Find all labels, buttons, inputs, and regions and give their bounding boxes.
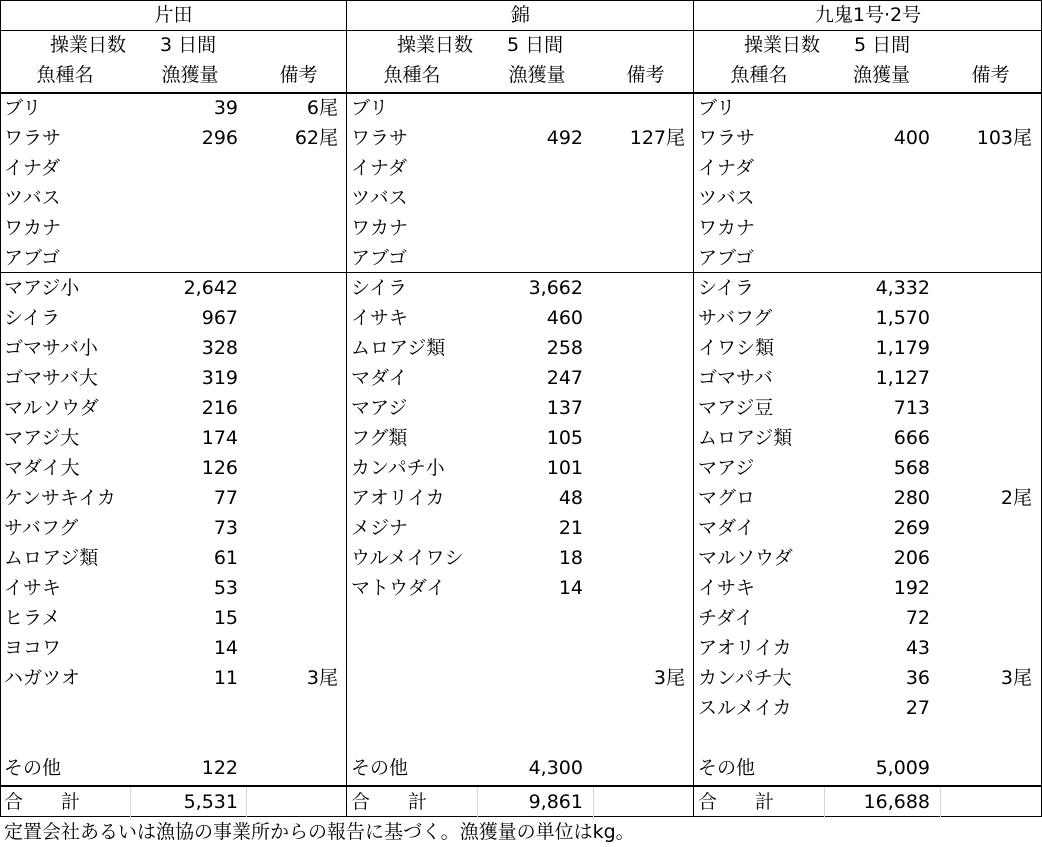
catch-amount: 568 — [893, 457, 930, 479]
catch-amount: 192 — [893, 577, 930, 599]
table-row — [0, 303, 347, 333]
table-row — [694, 123, 1042, 153]
table-row — [347, 393, 694, 423]
catch-amount: 11 — [213, 667, 238, 689]
catch-amount: 258 — [546, 337, 583, 359]
site-block-2 — [694, 0, 1042, 817]
site-block-0 — [0, 0, 347, 817]
catch-note — [0, 483, 338, 513]
fish-name: ツバス — [698, 187, 755, 209]
fish-name: マルソウダ — [4, 397, 99, 419]
fish-name: ブリ — [351, 97, 389, 119]
catch-amount: 3,662 — [528, 277, 583, 299]
catch-amount: 105 — [546, 427, 583, 449]
ops-days-label: 操業日数 — [744, 34, 821, 56]
table-row — [347, 453, 694, 483]
fish-name: イサキ — [351, 307, 409, 329]
catch-note — [347, 273, 685, 303]
table-row — [347, 423, 694, 453]
catch-note — [694, 153, 1032, 183]
table-row — [694, 513, 1042, 543]
table-row — [0, 693, 347, 723]
catch-note — [694, 453, 1032, 483]
table-row — [347, 213, 694, 243]
catch-note — [0, 333, 338, 363]
catch-note — [0, 453, 338, 483]
table-row — [0, 273, 347, 303]
header-catch-amount: 漁獲量 — [852, 64, 910, 86]
catch-amount: 39 — [213, 97, 238, 119]
catch-amount: 460 — [546, 307, 583, 329]
catch-note — [694, 633, 1032, 663]
fish-name: ゴマサバ — [698, 367, 773, 389]
fish-name: サバフグ — [698, 307, 773, 329]
catch-amount: 492 — [546, 127, 583, 149]
fish-name: シイラ — [4, 307, 61, 329]
catch-note — [347, 723, 685, 753]
fish-name: ブリ — [698, 97, 736, 119]
catch-note — [0, 303, 338, 333]
catch-amount: 14 — [213, 637, 238, 659]
catch-note — [0, 723, 338, 753]
table-row — [694, 243, 1042, 273]
catch-note — [694, 243, 1032, 273]
table-row — [0, 363, 347, 393]
table-row-other — [347, 753, 694, 783]
table-row — [347, 273, 694, 303]
catch-amount: 4,332 — [875, 277, 930, 299]
catch-amount: 713 — [893, 397, 930, 419]
header-note: 備考 — [971, 64, 1010, 86]
table-row — [0, 423, 347, 453]
catch-note — [694, 93, 1032, 123]
header-fish-name: 魚種名 — [730, 64, 788, 86]
total-separator — [477, 787, 478, 817]
fish-name: ワラサ — [698, 127, 756, 149]
catch-note — [347, 693, 685, 723]
table-row — [0, 153, 347, 183]
fish-name: ゴマサバ小 — [4, 337, 98, 359]
catch-note — [0, 273, 338, 303]
fish-name: マダイ — [698, 517, 755, 539]
catch-note: 6尾 — [306, 97, 338, 119]
ops-days-label: 操業日数 — [50, 34, 127, 56]
fish-name: シイラ — [698, 277, 755, 299]
table-row — [694, 213, 1042, 243]
fish-name: マアジ豆 — [698, 397, 774, 419]
fish-name: マアジ大 — [4, 427, 80, 449]
catch-note — [0, 243, 338, 273]
total-amount: 5,531 — [183, 791, 238, 813]
table-row — [347, 333, 694, 363]
catch-amount: 73 — [213, 517, 238, 539]
catch-note — [347, 633, 685, 663]
fish-name: ムロアジ類 — [698, 427, 793, 449]
fish-name: マアジ — [698, 457, 755, 479]
header-catch-amount: 漁獲量 — [161, 64, 219, 86]
fish-name: イワシ類 — [698, 337, 775, 359]
ops-days-value: 5 日間 — [507, 34, 564, 56]
table-row — [347, 243, 694, 273]
catch-note — [0, 363, 338, 393]
table-row — [347, 543, 694, 573]
catch-amount: 1,127 — [875, 367, 930, 389]
table-row-other — [694, 753, 1042, 783]
table-row — [694, 423, 1042, 453]
catch-note — [0, 753, 338, 783]
fish-name: その他 — [698, 757, 756, 779]
table-row — [694, 273, 1042, 303]
table-row — [347, 183, 694, 213]
catch-amount: 247 — [546, 367, 583, 389]
catch-note — [694, 693, 1032, 723]
fish-name: ヨコワ — [4, 637, 62, 659]
table-row — [694, 483, 1042, 513]
fish-name: アオリイカ — [351, 487, 445, 509]
catch-amount: 174 — [201, 427, 238, 449]
catch-note — [347, 183, 685, 213]
total-separator — [246, 787, 247, 817]
catch-note — [0, 573, 338, 603]
table-row — [347, 123, 694, 153]
header-fish-name: 魚種名 — [36, 64, 94, 86]
table-row — [0, 333, 347, 363]
table-row — [0, 603, 347, 633]
catch-note — [347, 93, 685, 123]
catch-amount: 296 — [201, 127, 238, 149]
catch-note — [0, 213, 338, 243]
table-row — [0, 213, 347, 243]
catch-note — [0, 513, 338, 543]
catch-note — [347, 753, 685, 783]
catch-amount: 400 — [893, 127, 930, 149]
catch-note — [694, 513, 1032, 543]
table-row — [347, 363, 694, 393]
table-row — [347, 723, 694, 753]
catch-amount: 1,570 — [875, 307, 930, 329]
fish-name: ゴマサバ大 — [4, 367, 98, 389]
table-row — [0, 183, 347, 213]
table-row — [694, 363, 1042, 393]
table-row — [347, 93, 694, 123]
catch-note — [0, 393, 338, 423]
table-row — [0, 393, 347, 423]
fish-name: チダイ — [698, 607, 754, 629]
table-row — [347, 663, 694, 693]
fish-name: ワカナ — [4, 217, 62, 239]
catch-note: 3尾 — [653, 667, 685, 689]
catch-note — [347, 153, 685, 183]
table-row — [347, 693, 694, 723]
site-title: 九鬼1号·2号 — [814, 4, 922, 26]
table-row — [0, 123, 347, 153]
catch-note — [694, 753, 1032, 783]
fish-name: カンパチ小 — [351, 457, 445, 479]
table-row — [694, 723, 1042, 753]
catch-note — [347, 543, 685, 573]
fish-name: イナダ — [4, 157, 61, 179]
fish-name: スルメイカ — [698, 697, 792, 719]
total-label: 合 計 — [351, 791, 428, 813]
table-row — [347, 483, 694, 513]
table-row — [694, 573, 1042, 603]
catch-amount: 280 — [893, 487, 930, 509]
catch-amount: 967 — [201, 307, 238, 329]
catch-note — [694, 333, 1032, 363]
fish-name: マグロ — [698, 487, 756, 509]
total-label: 合 計 — [4, 791, 81, 813]
fish-name: マアジ — [351, 397, 408, 419]
catch-note — [347, 513, 685, 543]
table-row — [694, 183, 1042, 213]
catch-amount: 319 — [201, 367, 238, 389]
fish-name: ムロアジ類 — [4, 547, 99, 569]
catch-note — [347, 603, 685, 633]
table-row-other — [0, 753, 347, 783]
table-row — [694, 603, 1042, 633]
fish-name: マダイ — [351, 367, 408, 389]
total-amount: 9,861 — [528, 791, 583, 813]
catch-note — [347, 333, 685, 363]
fish-name: イナダ — [698, 157, 755, 179]
catch-note — [347, 393, 685, 423]
catch-amount: 1,179 — [875, 337, 930, 359]
fish-name: ワカナ — [351, 217, 409, 239]
catch-amount: 77 — [213, 487, 238, 509]
table-row — [0, 723, 347, 753]
table-row — [0, 663, 347, 693]
fish-name: イサキ — [4, 577, 62, 599]
fish-name: ワラサ — [4, 127, 62, 149]
table-row — [347, 153, 694, 183]
catch-note — [0, 543, 338, 573]
table-row — [0, 543, 347, 573]
catch-note — [694, 213, 1032, 243]
catch-note — [347, 213, 685, 243]
catch-note: 127尾 — [629, 127, 685, 149]
fish-name: アブゴ — [351, 247, 408, 269]
catch-note — [694, 603, 1032, 633]
fish-name: イサキ — [698, 577, 756, 599]
catch-note — [0, 693, 338, 723]
fish-name: ワカナ — [698, 217, 756, 239]
catch-note — [347, 483, 685, 513]
table-row — [347, 513, 694, 543]
fish-name: カンパチ大 — [698, 667, 792, 689]
catch-amount: 5,009 — [875, 757, 930, 779]
table-row — [694, 153, 1042, 183]
catch-note — [347, 573, 685, 603]
catch-note — [347, 363, 685, 393]
catch-note — [0, 603, 338, 633]
table-row — [0, 483, 347, 513]
table-row — [694, 393, 1042, 423]
table-row — [347, 303, 694, 333]
total-amount: 16,688 — [863, 791, 930, 813]
fish-name: イナダ — [351, 157, 408, 179]
header-note: 備考 — [279, 64, 318, 86]
fish-name: ツバス — [351, 187, 408, 209]
catch-note — [347, 303, 685, 333]
fish-name: ワラサ — [351, 127, 409, 149]
site-title: 片田 — [154, 4, 193, 26]
catch-note — [694, 543, 1032, 573]
catch-note — [694, 273, 1032, 303]
fish-name: ツバス — [4, 187, 61, 209]
catch-note — [694, 573, 1032, 603]
catch-note — [694, 303, 1032, 333]
table-row — [0, 93, 347, 123]
total-label: 合 計 — [698, 791, 775, 813]
fish-name: ヒラメ — [4, 607, 61, 629]
fish-name: ハガツオ — [4, 667, 81, 689]
catch-amount: 2,642 — [183, 277, 238, 299]
catch-amount: 328 — [201, 337, 238, 359]
table-row — [0, 453, 347, 483]
catch-note: 3尾 — [306, 667, 338, 689]
fish-name: その他 — [4, 757, 62, 779]
catch-amount: 14 — [558, 577, 583, 599]
ops-days-value: 3 日間 — [160, 34, 217, 56]
catch-amount: 122 — [201, 757, 238, 779]
catch-note: 103尾 — [976, 127, 1032, 149]
catch-amount: 126 — [201, 457, 238, 479]
table-row — [694, 303, 1042, 333]
table-row — [694, 663, 1042, 693]
catch-amount: 36 — [905, 667, 930, 689]
catch-amount: 101 — [546, 457, 583, 479]
catch-note — [0, 153, 338, 183]
fish-name: その他 — [351, 757, 409, 779]
catch-amount: 269 — [893, 517, 930, 539]
site-title: 錦 — [510, 4, 530, 26]
table-row — [694, 543, 1042, 573]
site-block-1 — [347, 0, 694, 817]
fish-name: アブゴ — [698, 247, 755, 269]
ops-days-value: 5 日間 — [854, 34, 911, 56]
catch-note — [0, 633, 338, 663]
catch-note — [347, 453, 685, 483]
table-row — [0, 573, 347, 603]
catch-note — [694, 723, 1032, 753]
catch-note: 62尾 — [294, 127, 338, 149]
fish-name: ムロアジ類 — [351, 337, 446, 359]
total-separator — [593, 787, 594, 817]
total-separator — [824, 787, 825, 817]
fish-name: サバフグ — [4, 517, 79, 539]
header-catch-amount: 漁獲量 — [508, 64, 566, 86]
catch-amount: 21 — [558, 517, 583, 539]
catch-note: 3尾 — [1000, 667, 1032, 689]
catch-amount: 43 — [905, 637, 930, 659]
fish-name: フグ類 — [351, 427, 408, 449]
table-row — [347, 573, 694, 603]
total-separator — [130, 787, 131, 817]
table-row — [694, 453, 1042, 483]
header-fish-name: 魚種名 — [383, 64, 441, 86]
catch-amount: 137 — [546, 397, 583, 419]
catch-amount: 53 — [213, 577, 238, 599]
catch-amount: 666 — [893, 427, 930, 449]
catch-amount: 4,300 — [528, 757, 583, 779]
table-row — [694, 633, 1042, 663]
catch-amount: 216 — [201, 397, 238, 419]
fish-name: シイラ — [351, 277, 408, 299]
table-row — [0, 513, 347, 543]
catch-amount: 15 — [213, 607, 238, 629]
catch-note — [694, 393, 1032, 423]
catch-amount: 18 — [558, 547, 583, 569]
fish-name: ケンサキイカ — [4, 487, 116, 509]
table-row — [0, 243, 347, 273]
catch-amount: 61 — [213, 547, 238, 569]
catch-amount: 48 — [558, 487, 583, 509]
table-row — [347, 603, 694, 633]
catch-amount: 206 — [893, 547, 930, 569]
fish-name: アオリイカ — [698, 637, 792, 659]
table-row — [694, 693, 1042, 723]
table-row — [694, 333, 1042, 363]
header-note: 備考 — [626, 64, 665, 86]
fish-name: ブリ — [4, 97, 42, 119]
catch-note — [0, 423, 338, 453]
fish-name: ウルメイワシ — [351, 547, 464, 569]
catch-amount: 72 — [905, 607, 930, 629]
catch-note — [694, 183, 1032, 213]
fish-name: マダイ大 — [4, 457, 80, 479]
catch-note — [0, 183, 338, 213]
catch-amount: 27 — [905, 697, 930, 719]
footnote: 定置会社あるいは漁協の事業所からの報告に基づく。漁獲量の単位はkg。 — [4, 821, 635, 843]
fish-name: アブゴ — [4, 247, 61, 269]
table-row — [347, 633, 694, 663]
fish-name: マアジ小 — [4, 277, 80, 299]
fish-name: マルソウダ — [698, 547, 793, 569]
ops-days-label: 操業日数 — [397, 34, 474, 56]
catch-note — [347, 243, 685, 273]
catch-note — [347, 423, 685, 453]
table-row — [694, 93, 1042, 123]
total-separator — [940, 787, 941, 817]
table-row — [0, 633, 347, 663]
catch-note — [694, 363, 1032, 393]
fish-name: メジナ — [351, 517, 409, 539]
fish-name: マトウダイ — [351, 577, 446, 599]
catch-note: 2尾 — [1000, 487, 1032, 509]
catch-note — [694, 423, 1032, 453]
